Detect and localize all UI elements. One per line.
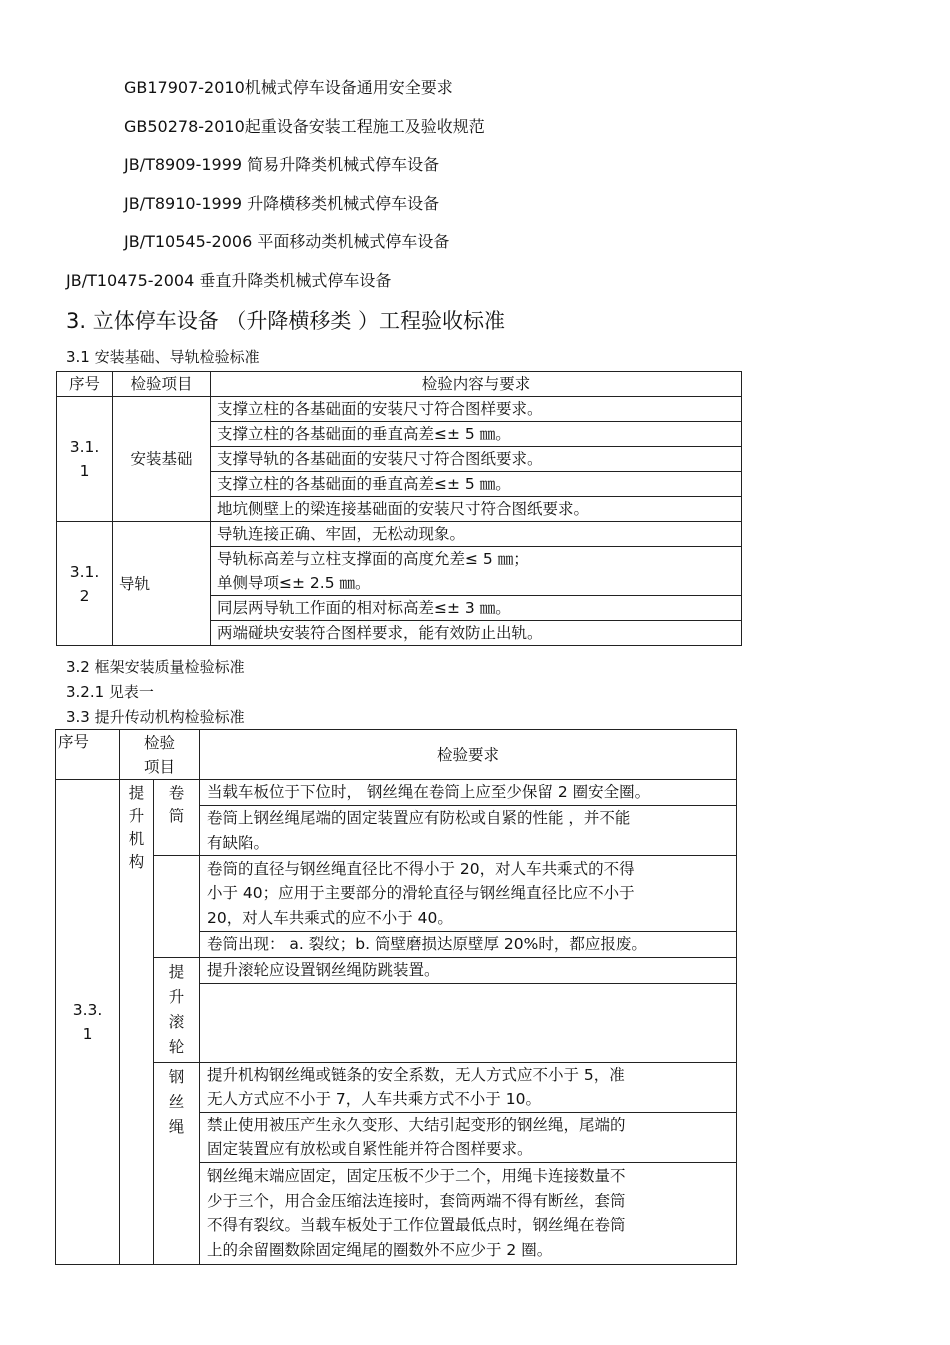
rope-label xyxy=(154,1062,200,1264)
standard-line: GB17907-2010机械式停车设备通用安全要求 xyxy=(124,78,453,97)
row-number-line1: 3.3. xyxy=(72,1000,103,1019)
row-number-line2: 1 xyxy=(82,1024,93,1043)
mechanism-label xyxy=(120,780,154,1265)
requirement-line: 导轨标高差与立柱支撑面的高度允差≤ 5 ㎜； xyxy=(217,550,529,568)
lifting-mechanism-table xyxy=(55,729,737,1265)
requirement-line: 单侧导项≤± 2.5 ㎜。 xyxy=(217,574,371,592)
row-number-line1: 3.1. xyxy=(69,438,100,456)
table-row xyxy=(56,1062,737,1112)
table-row xyxy=(56,780,737,806)
label-char: 滚 xyxy=(168,1012,185,1031)
label-char: 绳 xyxy=(168,1117,185,1136)
row-number-line2: 2 xyxy=(79,586,90,605)
header-content: 检验内容与要求 xyxy=(211,372,742,397)
table-row xyxy=(57,522,742,547)
requirement-cell: 支撑导轨的各基础面的安装尺寸符合图纸要求。 xyxy=(211,447,742,472)
label-char: 构 xyxy=(128,853,145,871)
header-item xyxy=(120,730,200,780)
requirement-cell xyxy=(200,1112,737,1162)
requirement-line: 钢丝绳末端应固定，固定压板不少于二个，用绳卡连接数量不 xyxy=(207,1167,626,1185)
requirement-line: 提升机构钢丝绳或链条的安全系数，无人方式应不小于 5，准 xyxy=(207,1065,625,1084)
blank-cell xyxy=(200,983,737,1062)
foundation-rail-table xyxy=(56,371,742,646)
standard-line: JB/T8909-1999 简易升降类机械式停车设备 xyxy=(124,155,440,174)
label-char: 卷 xyxy=(168,784,185,802)
label-char: 筒 xyxy=(168,807,185,825)
subsection-heading: 3.2 框架安装质量检验标准 xyxy=(66,658,245,676)
requirement-line: 小于 40；应用于主要部分的滑轮直径与钢丝绳直径比应不小于 xyxy=(207,884,635,903)
requirement-cell: 卷筒出现： a. 裂纹；b. 筒壁磨损达原壁厚 20%时，都应报废。 xyxy=(200,932,737,958)
header-no: 序号 xyxy=(56,730,120,780)
standard-line: JB/T10545-2006 平面移动类机械式停车设备 xyxy=(124,232,450,251)
requirement-cell: 支撑立柱的各基础面的安装尺寸符合图样要求。 xyxy=(211,397,742,422)
row-number-line2: 1 xyxy=(79,462,90,480)
requirement-line: 少于三个，用合金压缩法连接时，套筒两端不得有断丝，套筒 xyxy=(207,1191,626,1210)
requirement-cell xyxy=(200,806,737,856)
requirement-line: 上的余留圈数除固定绳尾的圈数外不应少于 2 圈。 xyxy=(207,1240,553,1259)
row-number xyxy=(56,780,120,1265)
label-char: 机 xyxy=(128,830,145,848)
drum-label xyxy=(154,780,200,856)
row-number xyxy=(57,397,113,522)
requirement-cell: 导轨连接正确、牢固，无松动现象。 xyxy=(211,522,742,547)
table-row xyxy=(56,856,737,932)
requirement-cell: 提升滚轮应设置钢丝绳防跳装置。 xyxy=(200,957,737,983)
label-char: 升 xyxy=(128,807,145,825)
requirement-cell xyxy=(211,547,742,596)
roller-label xyxy=(154,957,200,1062)
header-no: 序号 xyxy=(57,372,113,397)
table-header-row xyxy=(56,730,737,780)
requirement-line: 卷筒上钢丝绳尾端的固定装置应有防松或自紧的性能 ，并不能 xyxy=(207,809,631,827)
requirement-line: 有缺陷。 xyxy=(207,833,270,852)
label-char: 钢 xyxy=(168,1067,185,1086)
requirement-cell xyxy=(200,1162,737,1264)
inspection-item: 安装基础 xyxy=(113,397,211,522)
table-row xyxy=(57,397,742,422)
requirement-line: 固定装置应有放松或自紧性能并符合图样要求。 xyxy=(207,1140,533,1158)
requirement-cell: 地坑侧壁上的梁连接基础面的安装尺寸符合图纸要求。 xyxy=(211,497,742,522)
requirement-cell: 支撑立柱的各基础面的垂直高差≤± 5 ㎜。 xyxy=(211,472,742,497)
standard-line: JB/T10475-2004 垂直升降类机械式停车设备 xyxy=(66,271,392,290)
standard-line: GB50278-2010起重设备安装工程施工及验收规范 xyxy=(124,117,485,136)
requirement-cell: 支撑立柱的各基础面的垂直高差≤± 5 ㎜。 xyxy=(211,422,742,447)
requirement-cell: 同层两导轨工作面的相对标高差≤± 3 ㎜。 xyxy=(211,596,742,621)
subsection-heading: 3.1 安装基础、导轨检验标准 xyxy=(66,348,260,366)
requirement-line: 20，对人车共乘式的应不小于 40。 xyxy=(207,908,453,927)
requirement-line: 卷筒的直径与钢丝绳直径比不得小于 20，对人车共乘式的不得 xyxy=(207,859,635,878)
header-requirement: 检验要求 xyxy=(200,730,737,780)
requirement-cell xyxy=(200,1062,737,1112)
requirement-cell xyxy=(200,856,737,932)
subsection-note: 3.2.1 见表一 xyxy=(66,683,154,701)
inspection-item: 导轨 xyxy=(113,522,211,646)
requirement-line: 无人方式应不小于 7，人车共乘方式不小于 10。 xyxy=(207,1090,541,1108)
requirement-cell: 当载车板位于下位时， 钢丝绳在卷筒上应至少保留 2 圈安全圈。 xyxy=(200,780,737,806)
subsection-heading: 3.3 提升传动机构检验标准 xyxy=(66,708,245,726)
row-number xyxy=(57,522,113,646)
label-char: 轮 xyxy=(168,1037,185,1056)
header-item-line1: 检验 xyxy=(143,733,175,752)
label-char: 升 xyxy=(168,987,185,1006)
requirement-line: 不得有裂纹。当载车板处于工作位置最低点时，钢丝绳在卷筒 xyxy=(207,1216,626,1234)
blank-cell xyxy=(154,856,200,958)
header-item-line2: 项目 xyxy=(143,757,175,776)
row-number-line1: 3.1. xyxy=(69,562,100,581)
requirement-line: 禁止使用被压产生永久变形、大结引起变形的钢丝绳，尾端的 xyxy=(207,1115,626,1134)
header-item: 检验项目 xyxy=(113,372,211,397)
label-char: 提 xyxy=(168,962,185,981)
label-char: 提 xyxy=(128,784,145,802)
table-header-row xyxy=(57,372,742,397)
table-row xyxy=(56,957,737,983)
requirement-cell: 两端碰块安装符合图样要求，能有效防止出轨。 xyxy=(211,621,742,646)
standard-line: JB/T8910-1999 升降横移类机械式停车设备 xyxy=(124,194,440,213)
label-char: 丝 xyxy=(168,1092,185,1111)
section-title: 3. 立体停车设备 （升降横移类 ）工程验收标准 xyxy=(66,309,506,333)
